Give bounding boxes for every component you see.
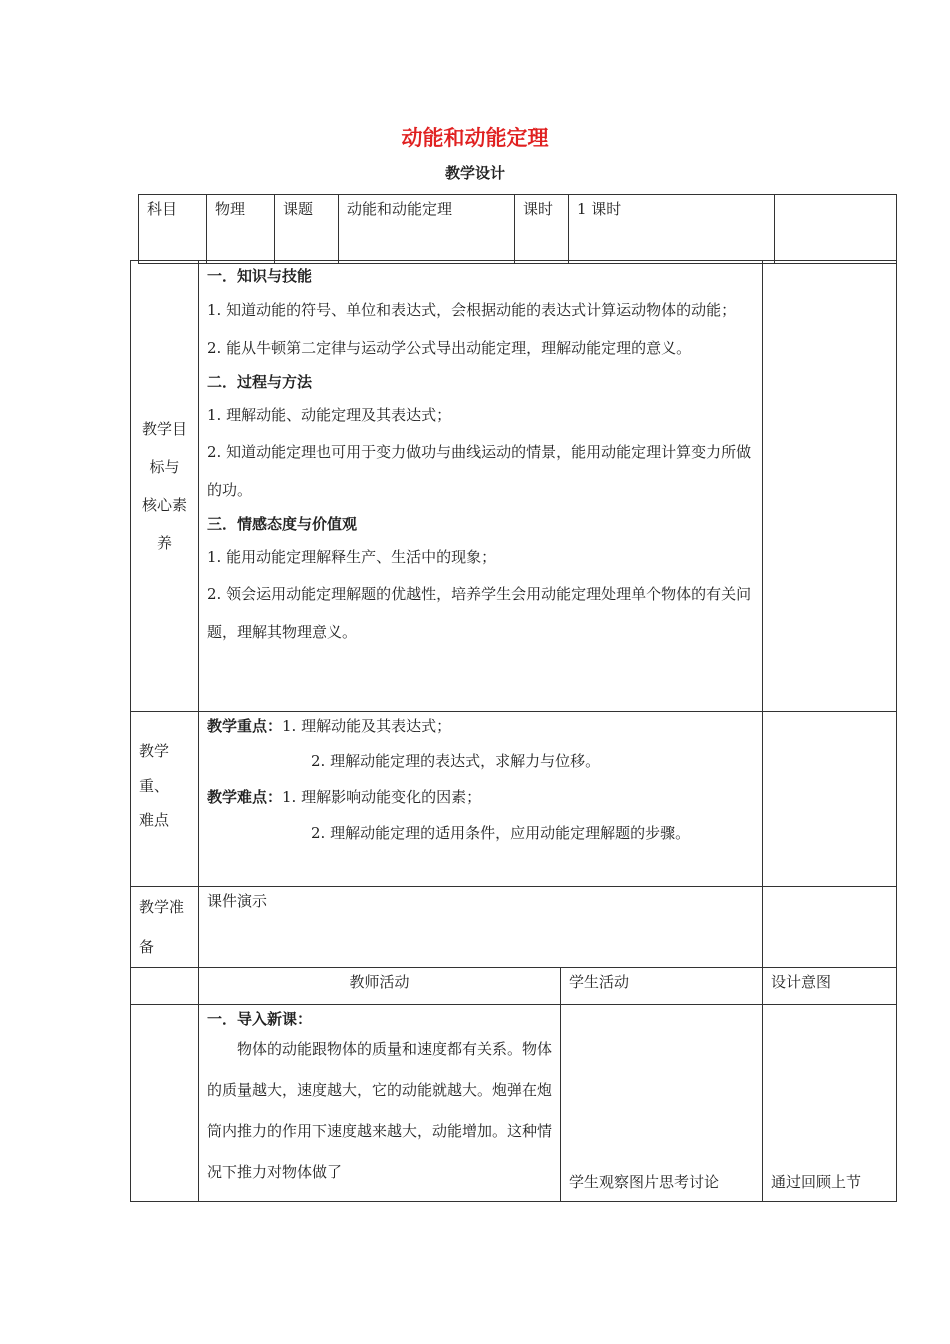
- topic-value: 动能和动能定理: [339, 195, 515, 264]
- keypoints-content: [199, 712, 763, 887]
- empty-cell: [131, 1005, 199, 1202]
- key-point-item: 1. 理解动能及其表达式；: [282, 717, 452, 735]
- keypoints-label-line: 难点: [139, 811, 170, 829]
- objective-item: 1. 理解动能、动能定理及其表达式；: [207, 406, 452, 424]
- empty-cell: [763, 261, 897, 712]
- objective-item: 2. 知道动能定理也可用于变力做功与曲线运动的情景，能用动能定理计算变力所做的功。: [207, 443, 752, 499]
- objective-item: 1. 能用动能定理解释生产、生活中的现象；: [207, 548, 497, 566]
- preparation-row: [131, 887, 897, 968]
- col-teacher-activity: 教师活动: [199, 968, 561, 1005]
- intro-title: 一．导入新课：: [207, 1010, 313, 1028]
- key-points-label: 教学重点：: [207, 717, 283, 735]
- difficulties-label: 教学难点：: [207, 788, 283, 806]
- topic-label: 课题: [275, 195, 339, 264]
- header-table: [138, 194, 897, 264]
- preparation-label-line: 教学准: [139, 898, 185, 916]
- document-title: 动能和动能定理: [401, 126, 549, 150]
- section-values-title: 三．情感态度与价值观: [207, 515, 358, 533]
- col-design-intent: 设计意图: [763, 968, 897, 1005]
- student-activity-content: 学生观察图片思考讨论: [561, 1005, 763, 1202]
- col-student-activity: 学生活动: [561, 968, 763, 1005]
- design-intent-content: 通过回顾上节: [763, 1005, 897, 1202]
- preparation-label-line: 备: [139, 938, 155, 956]
- subject-value: 物理: [207, 195, 275, 264]
- preparation-label: [131, 887, 199, 968]
- difficulty-item: 1. 理解影响动能变化的因素；: [282, 788, 482, 806]
- empty-cell: [775, 195, 897, 264]
- lesson-table: [130, 260, 897, 1202]
- objectives-content: [199, 261, 763, 712]
- key-point-item: 2. 理解动能定理的表达式，求解力与位移。: [311, 752, 601, 770]
- empty-cell: [763, 712, 897, 887]
- objective-item: 2. 领会运用动能定理解题的优越性，培养学生会用动能定理处理单个物体的有关问题，理解其物理意义。: [207, 585, 752, 641]
- subject-label: 科目: [139, 195, 207, 264]
- keypoints-row: [131, 712, 897, 887]
- empty-cell: [763, 887, 897, 968]
- empty-cell: [131, 968, 199, 1005]
- keypoints-label-line: 教学: [139, 742, 170, 760]
- objectives-row: [131, 261, 897, 712]
- section-knowledge-title: 一．知识与技能: [207, 267, 313, 285]
- section-process-title: 二．过程与方法: [207, 373, 313, 391]
- objectives-label-line: 养: [156, 534, 172, 553]
- hours-value: 1 课时: [569, 195, 775, 264]
- objectives-label-line: 核心素: [141, 496, 187, 514]
- teacher-activity-content: [199, 1005, 561, 1202]
- document-subtitle: 教学设计: [444, 164, 505, 182]
- objective-item: 1. 知道动能的符号、单位和表达式，会根据动能的表达式计算运动物体的动能；: [207, 301, 737, 319]
- objective-item: 2. 能从牛顿第二定律与运动学公式导出动能定理，理解动能定理的意义。: [207, 339, 692, 357]
- objectives-label-line: 教学目: [141, 419, 187, 438]
- header-row: [139, 195, 897, 264]
- intro-text: 物体的动能跟物体的质量和速度都有关系。物体的质量越大，速度越大，它的动能就越大。炮弹在炮筒内推力的作用下速度越来越大，动能增加。这种情况下推力对物体做了: [207, 1040, 553, 1181]
- keypoints-label-line: 重、: [139, 776, 170, 795]
- preparation-value: 课件演示: [199, 887, 763, 968]
- difficulty-item: 2. 理解动能定理的适用条件，应用动能定理解题的步骤。: [311, 824, 691, 842]
- objectives-label-line: 标与: [149, 457, 180, 476]
- activity-header-row: [131, 968, 897, 1005]
- keypoints-label: [131, 712, 199, 887]
- activity-row: [131, 1005, 897, 1202]
- objectives-label: [131, 261, 199, 712]
- hours-label: 课时: [515, 195, 569, 264]
